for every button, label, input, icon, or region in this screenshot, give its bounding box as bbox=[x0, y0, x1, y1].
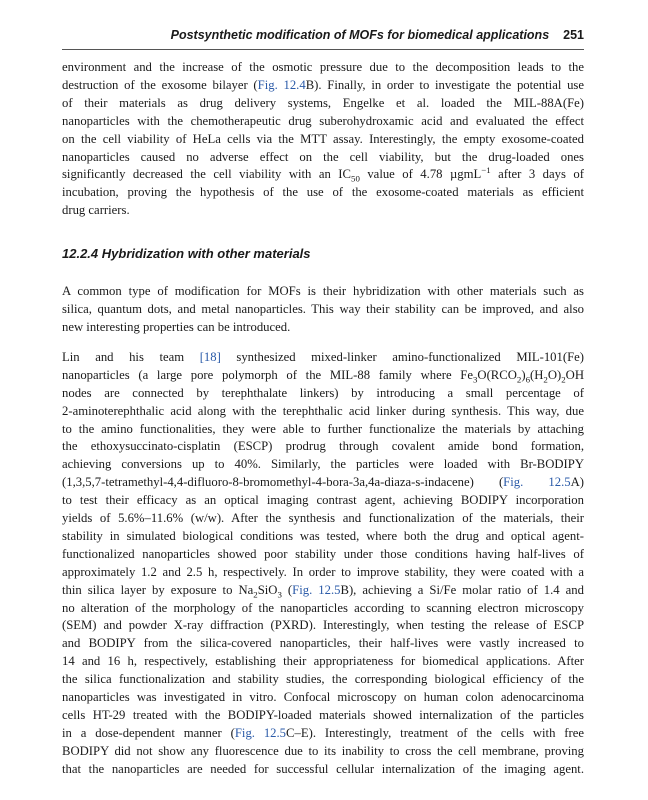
text-line: significantly decreased the cell viability with an $IC_{50}$ value of 4.78 µgmL$^{-1}$ after 3 days of bbox=[62, 165, 584, 184]
header-rule bbox=[62, 49, 584, 50]
text-line: 2-aminoterephthalic acid along with the terephthalic acid linker during synthesis. This way, due bbox=[62, 403, 584, 418]
text-line: stability in simulated biological conditions was tested, where both the drug and optical agent- bbox=[62, 528, 584, 543]
text-line: achieving conversions up to 40%. Similarly, the particles were loaded with Br-BODIPY bbox=[62, 457, 584, 472]
figure-link-12-4[interactable]: Fig. 12.4 bbox=[257, 77, 306, 92]
text-line: on the cell viability of HeLa cells via the MTT assay. Interestingly, the empty exosome-coated bbox=[62, 131, 584, 146]
text-line: to test their efficacy as an optical imaging contrast agent, achieving BODIPY incorporation bbox=[62, 493, 584, 508]
text-line: (1,3,5,7-tetramethyl-4,4-difluoro-8-bromomethyl-4-bora-3a,4a-diaza-s-indacene) (Fig. 12.5A) bbox=[62, 475, 584, 490]
figure-link-12-5b[interactable]: Fig. 12.5 bbox=[292, 582, 341, 597]
text-line: approximately 1.2 and 2.5 h, respectively. In order to improve stability, they were coated with a bbox=[62, 564, 584, 579]
text-line: nanoparticles with the chemotherapeutic drug suberohydroxamic acid and evaluated the effect bbox=[62, 113, 584, 128]
text-line: destruction of the exosome bilayer (Fig. 12.4B). Finally, in order to investigate the potential use bbox=[62, 77, 584, 92]
text-line: drug carriers. bbox=[62, 203, 130, 218]
text-line: nanoparticles caused no adverse effect on the cell viability, but the drug-loaded ones bbox=[62, 149, 584, 164]
text-line: BODIPY did not show any fluorescence due to its inability to cross the cell membrane, proving bbox=[62, 743, 584, 758]
text-line: thin silica layer by exposure to $Na_2SiO_3$ (Fig. 12.5B), achieving a Si/Fe molar ratio of 1.4 and bbox=[62, 582, 584, 600]
text-line: and BODIPY from the silica-covered nanoparticles, their half-lives were vastly increased to bbox=[62, 636, 584, 651]
text-line: that the nanoparticles are needed for successful cellular internalization of the imaging agent. bbox=[62, 761, 584, 776]
text-line: no alteration of the morphology of the nanoparticles according to scanning electron microscopy bbox=[62, 600, 584, 615]
text-line: 14 and 16 h, respectively, establishing their appropriateness for biomedical applications. After bbox=[62, 654, 584, 669]
text-line: yields of 5.6%–11.6% (w/w). After the synthesis and functionalization of the materials, their bbox=[62, 511, 584, 526]
paragraph-hybridization-intro bbox=[62, 283, 584, 337]
text-line: nodes are connected by terephthalate linkers) by introducing a small percentage of bbox=[62, 385, 584, 400]
text-line: the silica functionalization and stability studies, the corresponding biological efficiency of the bbox=[62, 672, 584, 687]
page-number: 251 bbox=[563, 28, 584, 42]
section-heading: 12.2.4 Hybridization with other materials bbox=[62, 246, 311, 262]
body-text bbox=[62, 59, 584, 779]
text-line: in a dose-dependent manner (Fig. 12.5C–E). Interestingly, treatment of the cells with free bbox=[62, 725, 585, 740]
running-header bbox=[62, 28, 584, 48]
text-line: nanoparticles was investigated in vitro. Confocal microscopy on human colon adenocarcinoma bbox=[62, 690, 584, 705]
figure-link-12-5a[interactable]: Fig. 12.5 bbox=[503, 475, 571, 490]
running-title: Postsynthetic modification of MOFs for biomedical applications bbox=[170, 28, 550, 42]
text-line: new interesting properties can be introduced. bbox=[62, 319, 291, 334]
text-line: to the amino functionalities, they were able to further functionalize the materials by attaching bbox=[62, 421, 584, 436]
text-line: cells HT-29 treated with the BODIPY-loaded materials showed internalization of the particles bbox=[62, 708, 584, 722]
paragraph-exosome bbox=[62, 59, 584, 220]
text-line: the ethoxysuccinato-cisplatin (ESCP) prodrug through covalent amide bond formation, bbox=[62, 439, 584, 454]
citation-link-18[interactable]: [18] bbox=[199, 349, 221, 364]
text-line: environment and the increase of the osmotic pressure due to the decomposition leads to the bbox=[62, 60, 584, 74]
text-line: (SEM) and powder X-ray diffraction (PXRD). Interestingly, when testing the release of ESCP bbox=[62, 618, 584, 633]
text-line: nanoparticles (a large pore polymorph of the MIL-88 family where $Fe_3O(RCO_2)_6(H_2O)_2OH$ bbox=[62, 367, 584, 385]
text-line: Lin and his team [18] synthesized mixed-linker amino-functionalized MIL-101(Fe) bbox=[62, 349, 584, 364]
text-line: of their materials as drug delivery systems, Engelke et al. loaded the MIL-88A(Fe) bbox=[62, 95, 584, 110]
paragraph-lin-team bbox=[62, 349, 584, 779]
text-line: functionalized nanoparticles showed poor stability under those conditions having half-lives of bbox=[62, 546, 584, 561]
text-line: incubation, proving the hypothesis of the use of the exosome-coated materials as efficient bbox=[62, 185, 584, 200]
text-line: A common type of modification for MOFs is their hybridization with other materials such as bbox=[62, 284, 584, 299]
text-line: silica, quantum dots, and metal nanoparticles. This way their stability can be improved, and also bbox=[62, 302, 584, 317]
figure-link-12-5c[interactable]: Fig. 12.5 bbox=[234, 725, 287, 740]
